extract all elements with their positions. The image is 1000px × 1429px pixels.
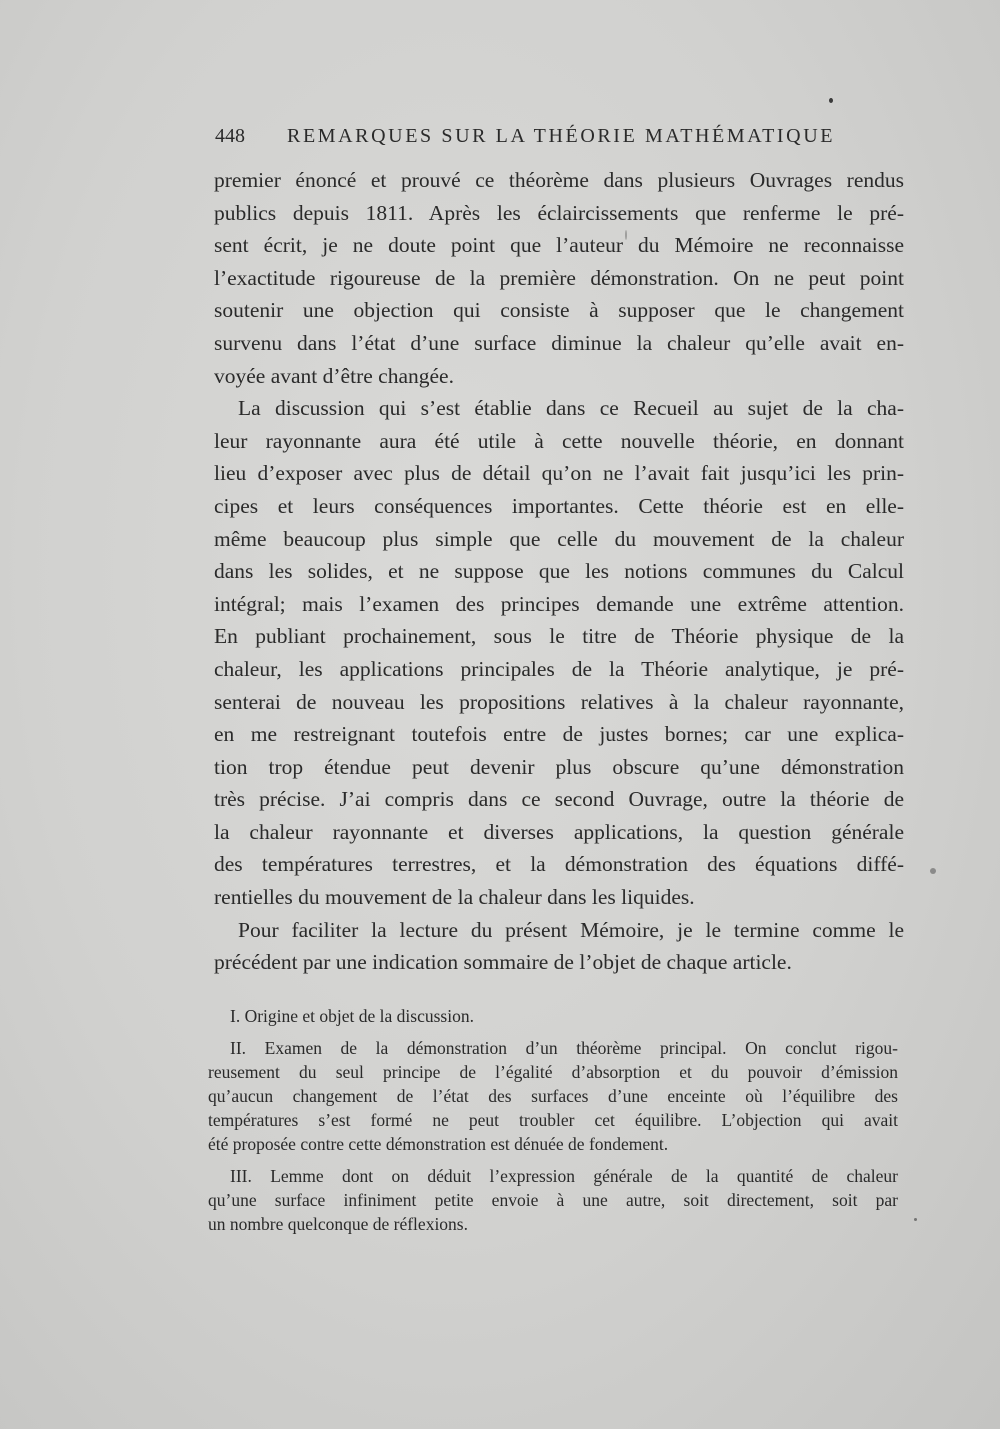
summary-line: I. Origine et objet de la discussion. xyxy=(230,1006,474,1026)
body-text xyxy=(214,164,904,979)
body-line: des températures terrestres, et la démonstration des équations diffé- xyxy=(214,852,904,877)
article-summary xyxy=(208,1004,898,1236)
summary-item xyxy=(208,1164,898,1236)
running-head-title: REMARQUES SUR LA THÉORIE MATHÉMATIQUE xyxy=(287,125,836,147)
body-line: lieu d’exposer avec plus de détail qu’on ne l’avait fait jusqu’ici les prin- xyxy=(214,461,904,486)
summary-line: températures s’est formé ne peut troubler cet équilibre. L’objection qui avait xyxy=(208,1110,898,1130)
summary-line: II. Examen de la démonstration d’un théorème principal. On conclut rigou- xyxy=(230,1038,898,1058)
summary-line: qu’aucun changement de l’état des surfaces d’une enceinte où l’équilibre des xyxy=(208,1086,898,1106)
summary-line: été proposée contre cette démonstration est dénuée de fondement. xyxy=(208,1134,669,1154)
summary-line: III. Lemme dont on déduit l’expression générale de la quantité de chaleur xyxy=(230,1166,898,1186)
summary-item xyxy=(208,1036,898,1156)
running-head xyxy=(215,125,905,155)
body-line: premier énoncé et prouvé ce théorème dans plusieurs Ouvrages rendus xyxy=(214,168,904,192)
paper-speck xyxy=(829,98,833,103)
body-line: senterai de nouveau les propositions relatives à la chaleur rayonnante, xyxy=(214,689,904,714)
body-line: très précise. J’ai compris dans ce second Ouvrage, outre la théorie de xyxy=(214,787,904,812)
body-line: même beaucoup plus simple que celle du mouvement de la chaleur xyxy=(214,526,904,551)
body-line: rentielles du mouvement de la chaleur dans les liquides. xyxy=(214,885,695,910)
body-line: dans les solides, et ne suppose que les notions communes du Calcul xyxy=(214,559,904,584)
body-line: tion trop étendue peut devenir plus obscure qu’une démonstration xyxy=(214,754,904,779)
paper-speck xyxy=(930,868,936,874)
body-line: sent écrit, je ne doute point que l’auteur du Mémoire ne reconnaisse xyxy=(214,233,904,258)
page-number: 448 xyxy=(215,125,245,147)
body-line: la chaleur rayonnante et diverses applications, la question générale xyxy=(214,819,904,844)
body-line: leur rayonnante aura été utile à cette nouvelle théorie, en donnant xyxy=(214,428,904,453)
body-line: publics depuis 1811. Après les éclaircissements que renferme le pré- xyxy=(214,200,904,225)
body-line: l’exactitude rigoureuse de la première démonstration. On ne peut point xyxy=(214,265,904,290)
paper-speck xyxy=(914,1218,917,1221)
body-line: En publiant prochainement, sous le titre de Théorie physique de la xyxy=(214,624,904,649)
body-line: en me restreignant toutefois entre de justes bornes; car une explica- xyxy=(214,722,904,747)
body-line: Pour faciliter la lecture du présent Mémoire, je le termine comme le xyxy=(238,917,904,942)
summary-line: reusement du seul principe de l’égalité d’absorption et du pouvoir d’émission xyxy=(208,1062,898,1082)
body-line: soutenir une objection qui consiste à supposer que le changement xyxy=(214,298,904,323)
summary-line: qu’une surface infiniment petite envoie à une autre, soit directement, soit par xyxy=(208,1190,898,1210)
paper-speck xyxy=(625,230,627,240)
body-line: La discussion qui s’est établie dans ce Recueil au sujet de la cha- xyxy=(238,396,904,421)
body-line: précédent par une indication sommaire de l’objet de chaque article. xyxy=(214,950,792,975)
body-line: survenu dans l’état d’une surface diminue la chaleur qu’elle avait en- xyxy=(214,330,904,355)
body-line: chaleur, les applications principales de la Théorie analytique, je pré- xyxy=(214,656,904,681)
body-line: intégral; mais l’examen des principes demande une extrême attention. xyxy=(214,591,904,616)
body-line: voyée avant d’être changée. xyxy=(214,363,454,388)
body-line: cipes et leurs conséquences importantes. Cette théorie est en elle- xyxy=(214,493,904,518)
summary-item xyxy=(208,1004,898,1028)
summary-line: un nombre quelconque de réflexions. xyxy=(208,1214,468,1234)
